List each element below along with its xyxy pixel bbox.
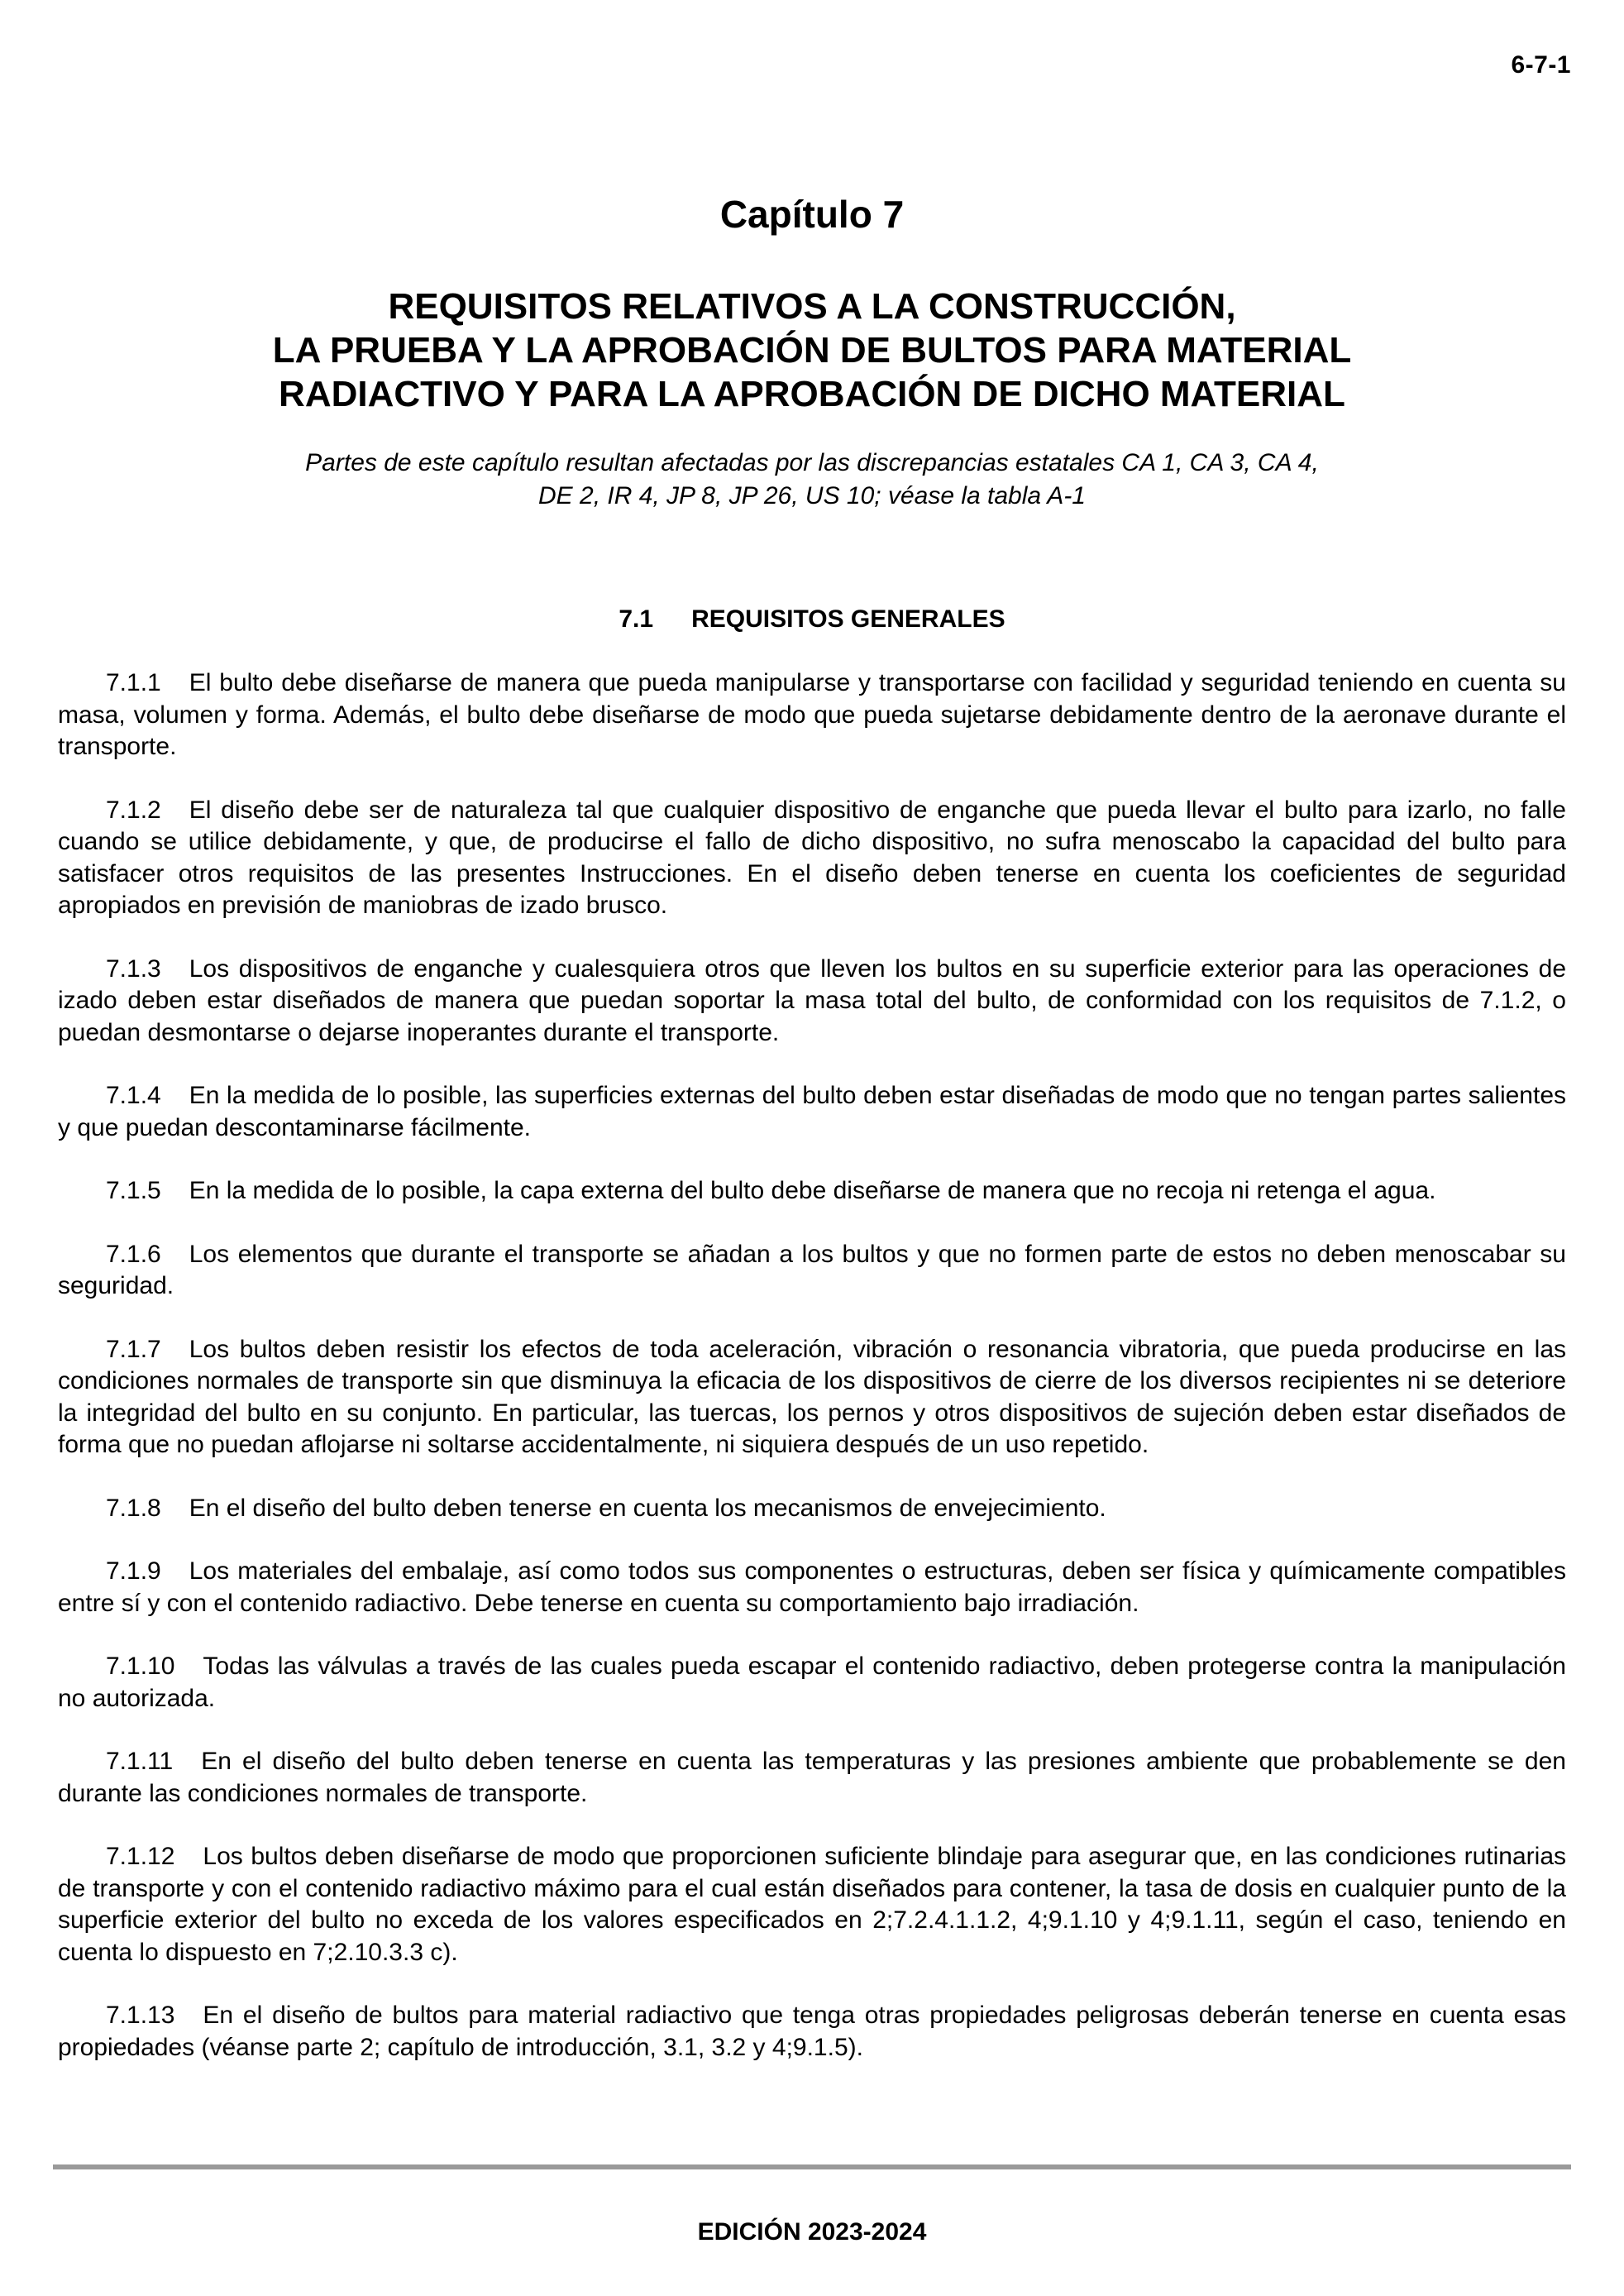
paragraph-7-1-1 — [58, 667, 1566, 763]
paragraph-text: En el diseño del bulto deben tenerse en cuenta los mecanismos de envejecimiento. — [189, 1494, 1106, 1522]
paragraph-text: En el diseño del bulto deben tenerse en cuenta las temperaturas y las presiones ambiente que probablemente se den durante las condiciones normales de transporte. — [58, 1748, 1566, 1807]
paragraph-number: 7.1.11 — [106, 1748, 174, 1775]
chapter-heading-line: LA PRUEBA Y LA APROBACIÓN DE BULTOS PARA MATERIAL — [272, 330, 1352, 371]
paragraph-7-1-8 — [58, 1493, 1566, 1525]
footer-divider — [53, 2164, 1571, 2169]
paragraph-text: Los elementos que durante el transporte se añadan a los bultos y que no formen parte de estos no deben menoscabar su seguridad. — [58, 1240, 1566, 1299]
chapter-heading-line: REQUISITOS RELATIVOS A LA CONSTRUCCIÓN, — [388, 286, 1236, 327]
paragraph-7-1-13 — [58, 2000, 1566, 2064]
paragraph-7-1-2 — [58, 795, 1566, 922]
paragraph-number: 7.1.13 — [106, 2002, 175, 2029]
paragraph-text: Los dispositivos de enganche y cualesquiera otros que lleven los bultos en su superficie exterior para las operaciones de izado deben estar diseñados de manera que puedan soportar la masa total del bulto, de conformidad con los requisitos de 7.1.2, o puedan desmontarse o dejarse inoperantes durante el transporte. — [58, 954, 1566, 1046]
paragraph-7-1-11 — [58, 1746, 1566, 1810]
paragraph-text: Los materiales del embalaje, así como todos sus componentes o estructuras, deben ser física y químicamente compatibles entre sí y con el contenido radiactivo. Debe tenerse en cuenta su comportamiento bajo irradiación. — [58, 1557, 1566, 1617]
paragraph-number: 7.1.10 — [106, 1653, 175, 1680]
paragraph-number: 7.1.2 — [106, 796, 161, 824]
paragraph-text: El diseño debe ser de naturaleza tal que cualquier dispositivo de enganche que pueda llevar el bulto para izarlo, no falle cuando se utilice debidamente, y que, de producirse el fallo de dicho dispositivo, no sufra menoscabo la capacidad del bulto para satisfacer otros requisitos de las presentes Instrucciones. En el diseño deben tenerse en cuenta los coeficientes de seguridad apropiados en previsión de maniobras de izado brusco. — [58, 796, 1566, 919]
section-title: REQUISITOS GENERALES — [691, 605, 1005, 633]
paragraph-7-1-7 — [58, 1334, 1566, 1461]
paragraph-list — [58, 667, 1566, 2095]
paragraph-number: 7.1.12 — [106, 1843, 175, 1870]
paragraph-text: Todas las válvulas a través de las cuales pueda escapar el contenido radiactivo, deben protegerse contra la manipulación no autorizada. — [58, 1653, 1566, 1712]
chapter-heading-line: RADIACTIVO Y PARA LA APROBACIÓN DE DICHO MATERIAL — [279, 374, 1345, 414]
paragraph-text: En la medida de lo posible, la capa externa del bulto debe diseñarse de manera que no recoja ni retenga el agua. — [189, 1177, 1436, 1204]
paragraph-number: 7.1.9 — [106, 1557, 161, 1585]
paragraph-7-1-6 — [58, 1239, 1566, 1303]
paragraph-7-1-12 — [58, 1841, 1566, 1968]
paragraph-number: 7.1.8 — [106, 1494, 161, 1522]
paragraph-number: 7.1.1 — [106, 669, 161, 696]
paragraph-text: Los bultos deben diseñarse de modo que proporcionen suficiente blindaje para asegurar que, en las condiciones rutinarias de transporte y con el contenido radiactivo máximo para el cual están diseñados para contener, la tasa de dosis en cualquier punto de la superficie exterior del bulto no exceda de los valores especificados en 2;7.2.4.1.1.2, 4;9.1.10 y 4;9.1.11, según el caso, teniendo en cuenta lo dispuesto en 7;2.10.3.3 c). — [58, 1843, 1566, 1966]
paragraph-text: En la medida de lo posible, las superficies externas del bulto deben estar diseñadas de modo que no tengan partes salientes y que puedan descontaminarse fácilmente. — [58, 1082, 1566, 1141]
section-number: 7.1 — [619, 605, 654, 633]
edition-footer: EDICIÓN 2023-2024 — [697, 2218, 927, 2246]
paragraph-number: 7.1.3 — [106, 954, 161, 983]
discrepancies-note-line: Partes de este capítulo resultan afectadas por las discrepancias estatales CA 1, CA 3, CA 4, — [305, 449, 1319, 476]
paragraph-number: 7.1.4 — [106, 1082, 161, 1109]
paragraph-7-1-5 — [58, 1175, 1566, 1208]
paragraph-7-1-9 — [58, 1556, 1566, 1619]
section-heading — [0, 605, 1624, 634]
paragraph-7-1-4 — [58, 1080, 1566, 1144]
paragraph-7-1-10 — [58, 1651, 1566, 1715]
discrepancies-note — [0, 447, 1624, 513]
page-number: 6-7-1 — [1511, 51, 1571, 79]
paragraph-number: 7.1.5 — [106, 1177, 161, 1204]
paragraph-7-1-3 — [58, 954, 1566, 1050]
paragraph-text: El bulto debe diseñarse de manera que pueda manipularse y transportarse con facilidad y seguridad teniendo en cuenta su masa, volumen y forma. Además, el bulto debe diseñarse de modo que pueda sujetarse debidamente dentro de la aeronave durante el transporte. — [58, 669, 1566, 760]
paragraph-number: 7.1.6 — [106, 1240, 161, 1268]
discrepancies-note-line: DE 2, IR 4, JP 8, JP 26, US 10; véase la tabla A-1 — [538, 482, 1086, 509]
chapter-heading — [0, 285, 1624, 416]
paragraph-number: 7.1.7 — [106, 1335, 161, 1363]
paragraph-text: Los bultos deben resistir los efectos de toda aceleración, vibración o resonancia vibratoria, que pueda producirse en las condiciones normales de transporte sin que disminuya la eficacia de los dispositivos de cierre de los diversos recipientes ni se deteriore la integridad del bulto en su conjunto. En particular, las tuercas, los pernos y otros dispositivos de sujeción deben estar diseñados de forma que no puedan aflojarse ni soltarse accidentalmente, ni siquiera después de un uso repetido. — [58, 1335, 1566, 1458]
paragraph-text: En el diseño de bultos para material radiactivo que tenga otras propiedades peligrosas deberán tenerse en cuenta esas propiedades (véanse parte 2; capítulo de introducción, 3.1, 3.2 y 4;9.1.5). — [58, 2002, 1566, 2061]
chapter-title: Capítulo 7 — [719, 193, 905, 236]
